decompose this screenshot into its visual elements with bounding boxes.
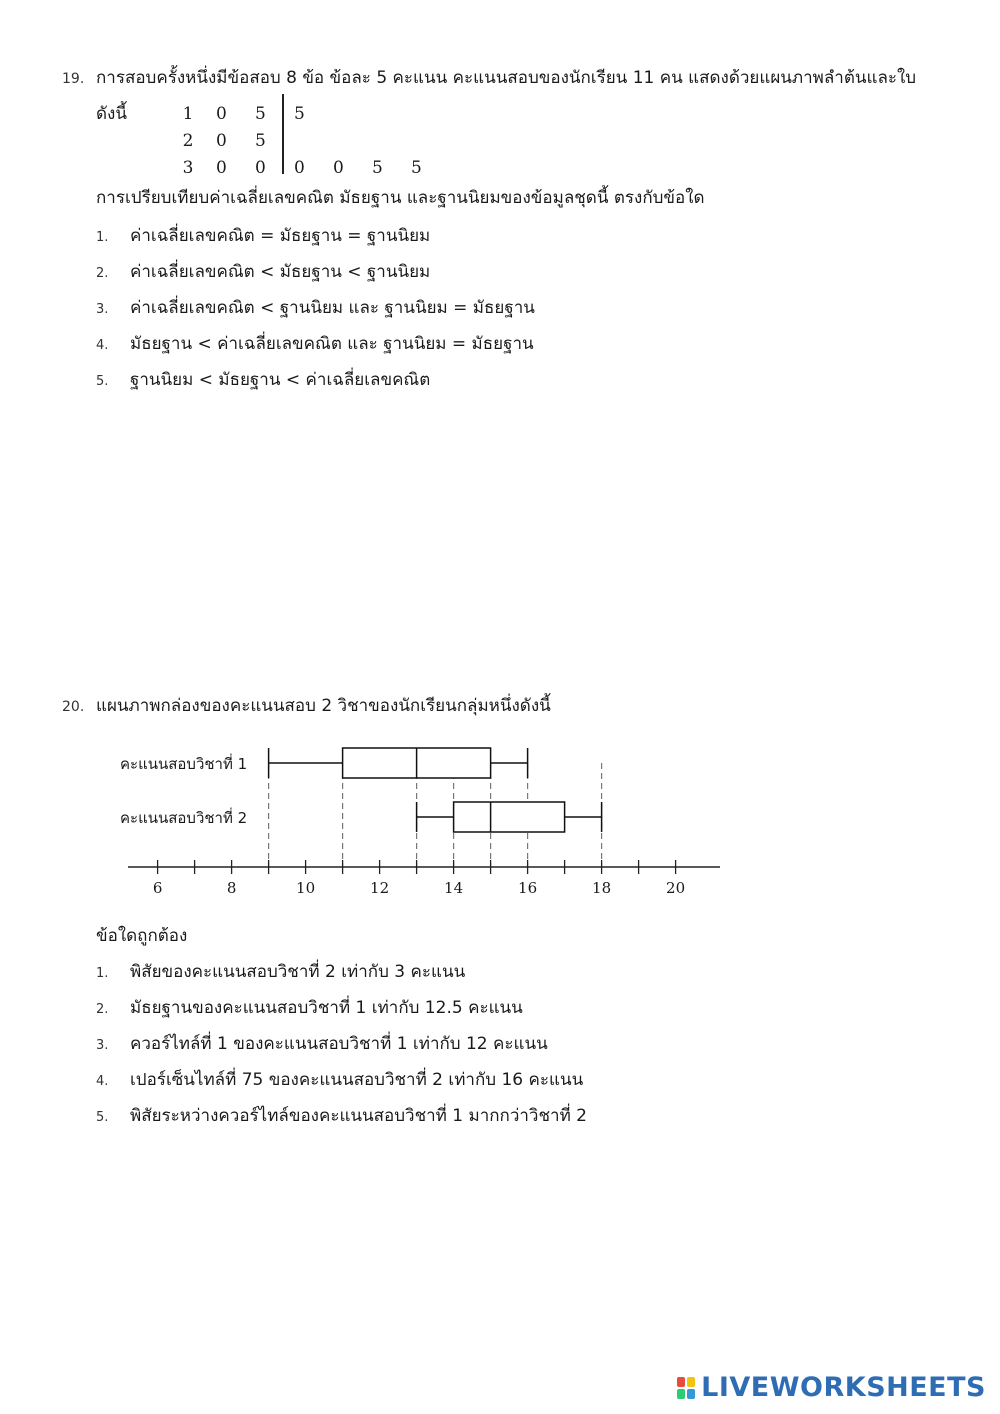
answer-option-3[interactable] <box>96 1030 996 1066</box>
option-text: มัธยฐานของคะแนนสอบวิชาที่ 1 เท่ากับ 12.5 คะแนน <box>130 998 523 1018</box>
option-number: 2. <box>96 1002 109 1017</box>
x-tick-label: 18 <box>592 879 612 897</box>
stem-leaf-row <box>174 100 450 127</box>
option-number: 5. <box>96 1110 109 1125</box>
leaf-value: 5 <box>294 103 305 124</box>
question-20-options <box>96 958 996 1138</box>
option-text: ค่าเฉลี่ยเลขคณิต = มัธยฐาน = ฐานนิยม <box>130 226 431 246</box>
option-text: ค่าเฉลี่ยเลขคณิต < ฐานนิยม และ ฐานนิยม = มัธยฐาน <box>130 298 535 318</box>
option-text: เปอร์เซ็นไทล์ที่ 75 ของคะแนนสอบวิชาที่ 2 เท่ากับ 16 คะแนน <box>130 1070 584 1090</box>
answer-option-5[interactable] <box>96 366 996 402</box>
x-tick-label: 8 <box>226 879 237 897</box>
leaf-value: 0 <box>216 157 227 178</box>
stem-value: 1 <box>182 103 194 124</box>
question-text: การสอบครั้งหนึ่งมีข้อสอบ 8 ข้อ ข้อละ 5 คะแนน คะแนนสอบของนักเรียน 11 คน แสดงด้วยแผนภาพลำต้นและใบ <box>96 68 917 88</box>
question-20-prompt-block <box>62 924 962 948</box>
option-number: 2. <box>96 266 109 281</box>
x-tick-label: 20 <box>666 879 686 897</box>
option-text: พิสัยระหว่างควอร์ไทล์ของคะแนนสอบวิชาที่ 1 มากกว่าวิชาที่ 2 <box>130 1106 587 1126</box>
leaf-value: 5 <box>255 103 266 124</box>
leaf-value: 0 <box>216 103 227 124</box>
question-text: แผนภาพกล่องของคะแนนสอบ 2 วิชาของนักเรียนกลุ่มหนึ่งดังนี้ <box>96 696 551 716</box>
stem-leaf-row <box>174 127 450 154</box>
answer-option-3[interactable] <box>96 294 996 330</box>
logo-mark-square <box>687 1377 695 1387</box>
logo-mark-icon <box>677 1377 695 1399</box>
stem-value: 2 <box>182 130 194 151</box>
option-text: พิสัยของคะแนนสอบวิชาที่ 2 เท่ากับ 3 คะแนน <box>130 962 466 982</box>
leaf-group <box>202 131 294 151</box>
leaf-value: 0 <box>294 157 305 178</box>
leaf-value: 5 <box>372 157 383 178</box>
leaf-group <box>202 104 333 124</box>
answer-option-2[interactable] <box>96 994 996 1030</box>
answer-option-4[interactable] <box>96 1066 996 1102</box>
answer-option-1[interactable] <box>96 958 996 994</box>
question-number: 20. <box>62 699 85 715</box>
question-20 <box>62 694 962 719</box>
question-prompt: ข้อใดถูกต้อง <box>96 926 188 946</box>
x-tick-label: 6 <box>152 879 163 897</box>
option-number: 5. <box>96 374 109 389</box>
option-text: มัธยฐาน < ค่าเฉลี่ยเลขคณิต และ ฐานนิยม = มัธยฐาน <box>130 334 534 354</box>
logo-mark-square <box>677 1389 685 1399</box>
x-tick-label: 14 <box>444 879 464 897</box>
box <box>454 802 565 832</box>
stem-leaf-table <box>174 100 450 181</box>
option-number: 4. <box>96 1074 109 1089</box>
question-19-prompt-block <box>62 186 962 210</box>
series-label: คะแนนสอบวิชาที่ 2 <box>120 809 248 827</box>
logo-mark-square <box>687 1389 695 1399</box>
option-text: ควอร์ไทล์ที่ 1 ของคะแนนสอบวิชาที่ 1 เท่ากับ 12 คะแนน <box>130 1034 548 1054</box>
option-number: 1. <box>96 966 109 981</box>
question-19 <box>62 66 962 91</box>
question-prompt: การเปรียบเทียบค่าเฉลี่ยเลขคณิต มัธยฐาน และฐานนิยมของข้อมูลชุดนี้ ตรงกับข้อใด <box>96 188 705 208</box>
stem-leaf-lead: ดังนี้ <box>96 104 127 124</box>
leaf-group <box>202 158 450 178</box>
answer-option-5[interactable] <box>96 1102 996 1138</box>
x-tick-label: 10 <box>296 879 316 897</box>
leaf-value: 5 <box>255 130 266 151</box>
question-number: 19. <box>62 71 85 87</box>
logo-text: LIVEWORKSHEETS <box>701 1372 986 1403</box>
leaf-value: 5 <box>411 157 422 178</box>
stem-value: 3 <box>182 157 194 178</box>
option-number: 1. <box>96 230 109 245</box>
series-label: คะแนนสอบวิชาที่ 1 <box>120 755 248 773</box>
option-number: 4. <box>96 338 109 353</box>
liveworksheets-logo <box>677 1372 986 1403</box>
leaf-value: 0 <box>216 130 227 151</box>
stem-leaf-divider <box>282 94 284 174</box>
question-19-options <box>96 222 996 402</box>
option-number: 3. <box>96 302 109 317</box>
leaf-value: 0 <box>255 157 266 178</box>
leaf-value: 0 <box>333 157 344 178</box>
x-tick-label: 12 <box>370 879 390 897</box>
answer-option-2[interactable] <box>96 258 996 294</box>
box-plot <box>110 728 750 908</box>
option-text: ฐานนิยม < มัธยฐาน < ค่าเฉลี่ยเลขคณิต <box>130 370 431 390</box>
answer-option-4[interactable] <box>96 330 996 366</box>
option-text: ค่าเฉลี่ยเลขคณิต < มัธยฐาน < ฐานนิยม <box>130 262 431 282</box>
logo-mark-square <box>677 1377 685 1387</box>
option-number: 3. <box>96 1038 109 1053</box>
answer-option-1[interactable] <box>96 222 996 258</box>
stem-leaf-row <box>174 154 450 181</box>
x-tick-label: 16 <box>518 879 538 897</box>
